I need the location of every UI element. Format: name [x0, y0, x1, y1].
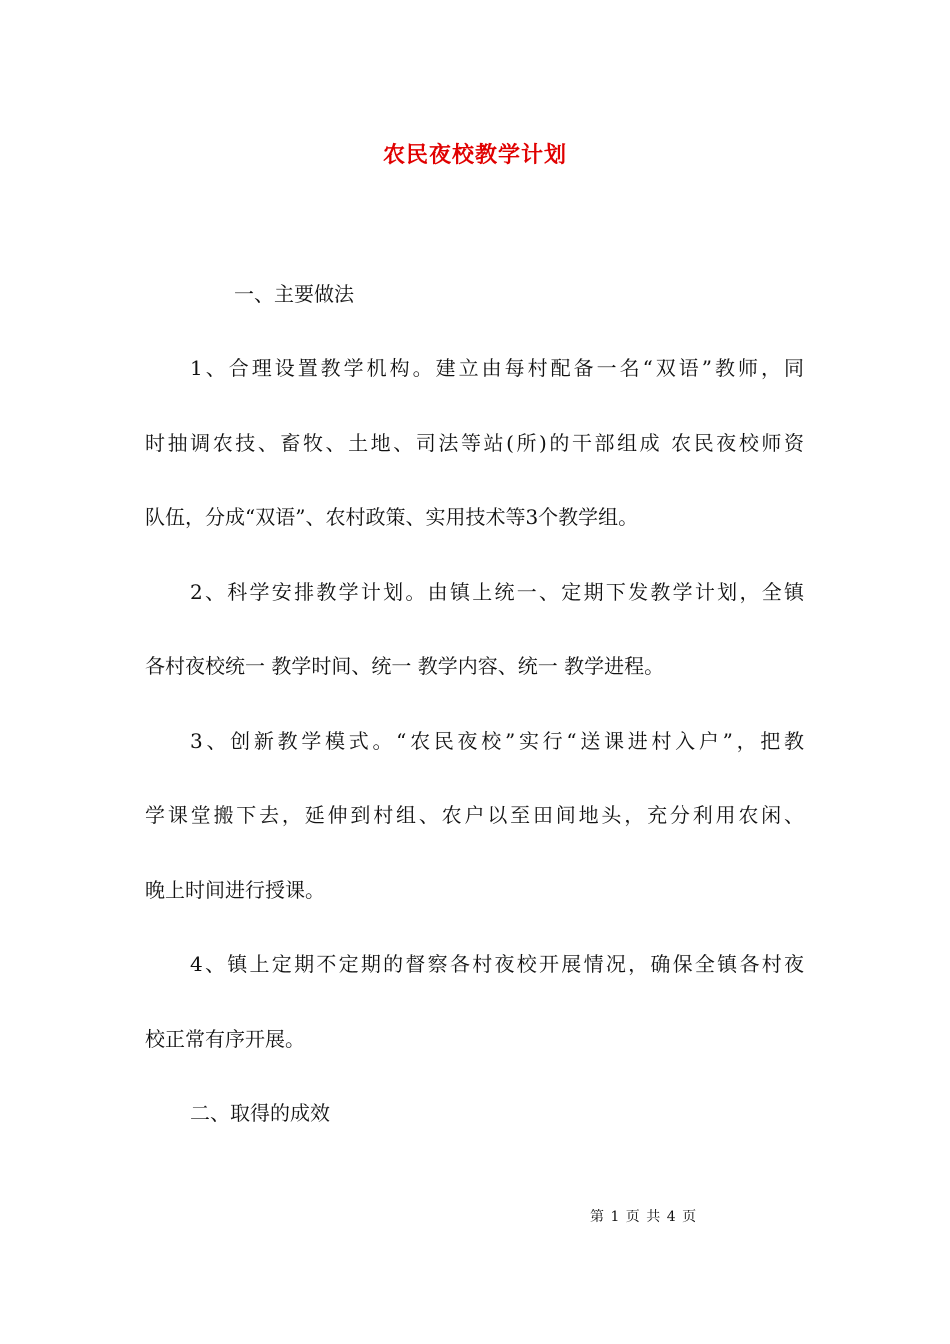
section-heading-1: 一、主要做法 [234, 282, 354, 306]
paragraph-3-line-3: 晚上时间进行授课。 [145, 878, 325, 902]
page-footer: 第 1 页 共 4 页 [590, 1209, 698, 1225]
paragraph-2-line-2: 各村夜校统一 教学时间、统一 教学内容、统一 教学进程。 [145, 654, 665, 678]
paragraph-3-line-1: 3、创新教学模式。“农民夜校”实行“送课进村入户”，把教 [190, 729, 804, 753]
paragraph-3-line-2: 学课堂搬下去，延伸到村组、农户以至田间地头，充分利用农闲、 [145, 803, 804, 827]
paragraph-1-line-1: 1、合理设置教学机构。建立由每村配备一名“双语”教师，同 [190, 356, 804, 380]
paragraph-4-line-2: 校正常有序开展。 [145, 1027, 305, 1051]
paragraph-1-line-3: 队伍，分成“双语”、农村政策、实用技术等3个教学组。 [145, 505, 639, 529]
paragraph-1-line-2: 时抽调农技、畜牧、土地、司法等站(所)的干部组成 农民夜校师资 [145, 431, 804, 455]
paragraph-4-line-1: 4、镇上定期不定期的督察各村夜校开展情况，确保全镇各村夜 [190, 952, 804, 976]
document-title: 农民夜校教学计划 [382, 142, 567, 168]
section-heading-2: 二、取得的成效 [190, 1101, 330, 1125]
paragraph-2-line-1: 2、科学安排教学计划。由镇上统一、定期下发教学计划，全镇 [190, 580, 804, 604]
